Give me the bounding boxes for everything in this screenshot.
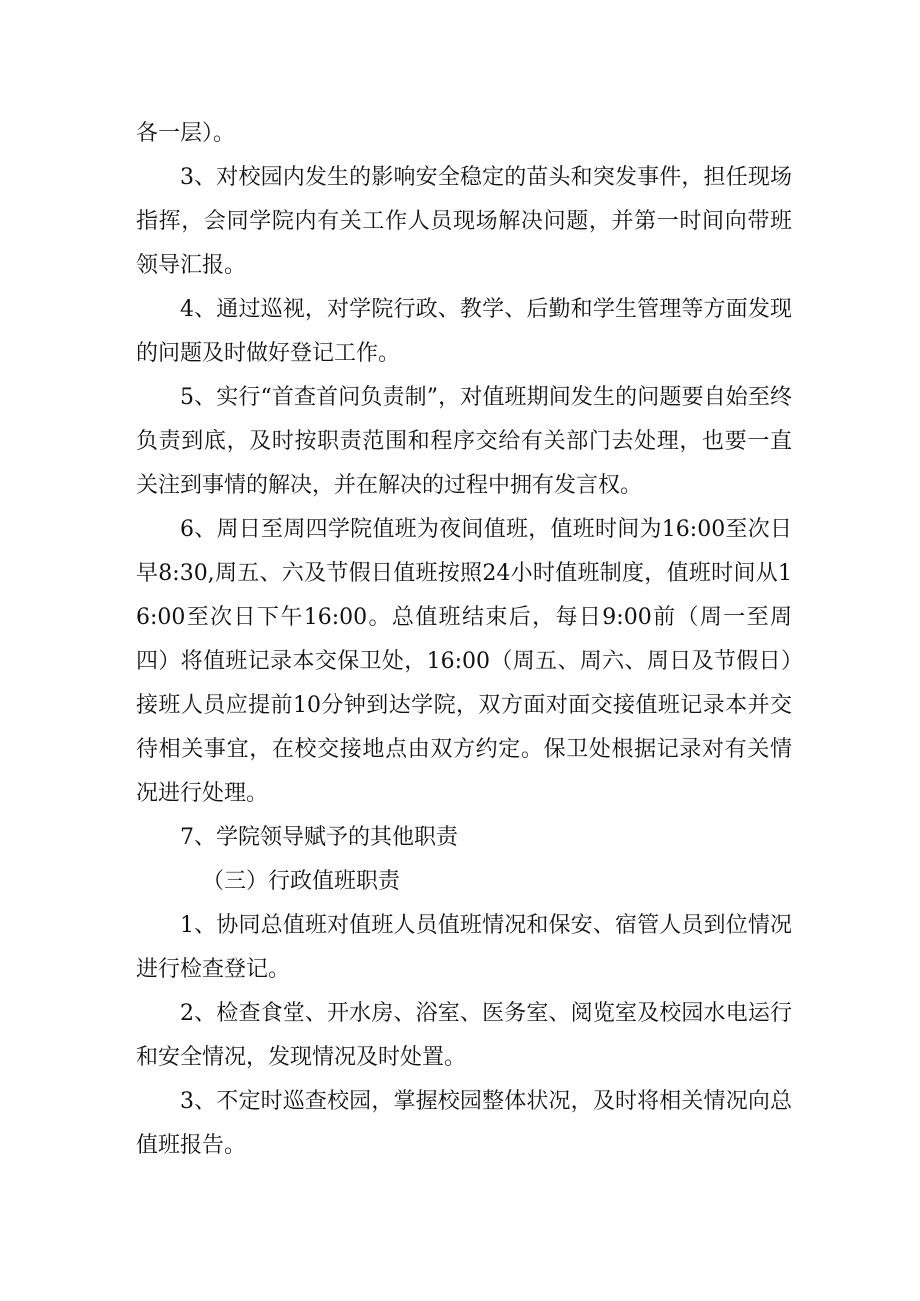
paragraph-item-7: 7、学院领导赋予的其他职责 — [180, 825, 458, 850]
paragraph-item-5: 5、实行“首查首问负责制”，对值班期间发生的问题要自始至终负责到底，及时按职责范围和程序交给有关部门去处理，也要一直关注到事情的解决，并在解决的过程中拥有发言权。 — [136, 385, 792, 498]
paragraph-admin-item-1: 1、协同总值班对值班人员值班情况和保安、宿管人员到位情况进行检查登记。 — [136, 913, 792, 982]
document-body — [136, 112, 792, 1168]
paragraph-item-3: 3、对校园内发生的影响安全稳定的苗头和突发事件，担任现场指挥，会同学院内有关工作人员现场解决问题，并第一时间向带班领导汇报。 — [136, 165, 792, 278]
paragraph-item-6: 6、周日至周四学院值班为夜间值班，值班时间为16:00至次日早8:30,周五、六及节假日值班按照24小时值班制度，值班时间从16:00至次日下午16:00。总值班结束后，每日9:00前（周一至周四）将值班记录本交保卫处，16:00（周五、周六、周日及节假日）接班人员应提前10分钟到达学院，双方面对面交接值班记录本并交待相关事宜，在校交接地点由双方约定。保卫处根据记录对有关情况进行处理。 — [136, 517, 792, 806]
paragraph-continuation: 各一层）。 — [136, 121, 236, 146]
section-heading: （三）行政值班职责 — [202, 869, 401, 894]
paragraph-admin-item-2: 2、检查食堂、开水房、浴室、医务室、阅览室及校园水电运行和安全情况，发现情况及时处置。 — [136, 1001, 792, 1070]
paragraph-item-4: 4、通过巡视，对学院行政、教学、后勤和学生管理等方面发现的问题及时做好登记工作。 — [136, 297, 792, 366]
paragraph-admin-item-3: 3、不定时巡查校园，掌握校园整体状况，及时将相关情况向总值班报告。 — [136, 1089, 792, 1158]
